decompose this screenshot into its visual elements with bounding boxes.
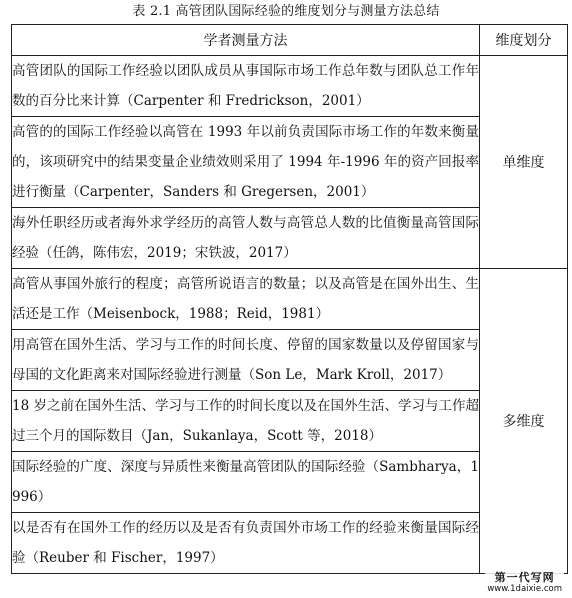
table-caption: 表 2.1 高管团队国际经验的维度划分与测量方法总结 — [132, 4, 440, 19]
watermark-name: 第一代写网 — [494, 571, 555, 584]
method-cell: 高管从事国外旅行的程度；高管所说语言的数量；以及高管是在国外出生、生活还是工作（Meisenbock，1988；Reid，1981） — [12, 269, 480, 330]
measurement-table — [11, 24, 568, 574]
method-cell: 以是否有在国外工作的经历以及是否有负责国外市场工作的经验来衡量国际经验（Reuber 和 Fischer，1997） — [12, 513, 480, 574]
watermark-url: www.1daixie.com — [487, 584, 562, 594]
method-cell: 高管的的国际工作经验以高管在 1993 年以前负责国际市场工作的年数来衡量的，该项研究中的结果变量企业绩效则采用了 1994 年-1996 年的资产回报率进行衡量（Carpenter，Sanders 和 Gregersen，2001） — [12, 117, 480, 208]
method-cell: 高管团队的国际工作经验以团队成员从事国际市场工作总年数与团队总工作年数的百分比来计算（Carpenter 和 Fredrickson，2001） — [12, 56, 480, 117]
method-cell: 18 岁之前在国外生活、学习与工作的时间长度以及在国外生活、学习与工作超过三个月的国际数目（Jan，Sukanlaya，Scott 等，2018） — [12, 391, 480, 452]
header-method: 学者测量方法 — [12, 25, 480, 56]
watermark-logo — [485, 571, 564, 595]
header-dimension: 维度划分 — [480, 25, 568, 56]
table-header-row — [12, 25, 568, 56]
table-row — [12, 56, 568, 117]
method-cell: 国际经验的广度、深度与异质性来衡量高管团队的国际经验（Sambharya，1996） — [12, 452, 480, 513]
method-cell: 用高管在国外生活、学习与工作的时间长度、停留的国家数量以及停留国家与母国的文化距离来对国际经验进行测量（Son Le，Mark Kroll，2017） — [12, 330, 480, 391]
dimension-cell-single: 单维度 — [480, 56, 568, 269]
method-cell: 海外任职经历或者海外求学经历的高管人数与高管总人数的比值衡量高管国际经验（任鸽，陈伟宏，2019；宋铁波，2017） — [12, 208, 480, 269]
table-row — [12, 269, 568, 330]
dimension-cell-multi: 多维度 — [480, 269, 568, 574]
